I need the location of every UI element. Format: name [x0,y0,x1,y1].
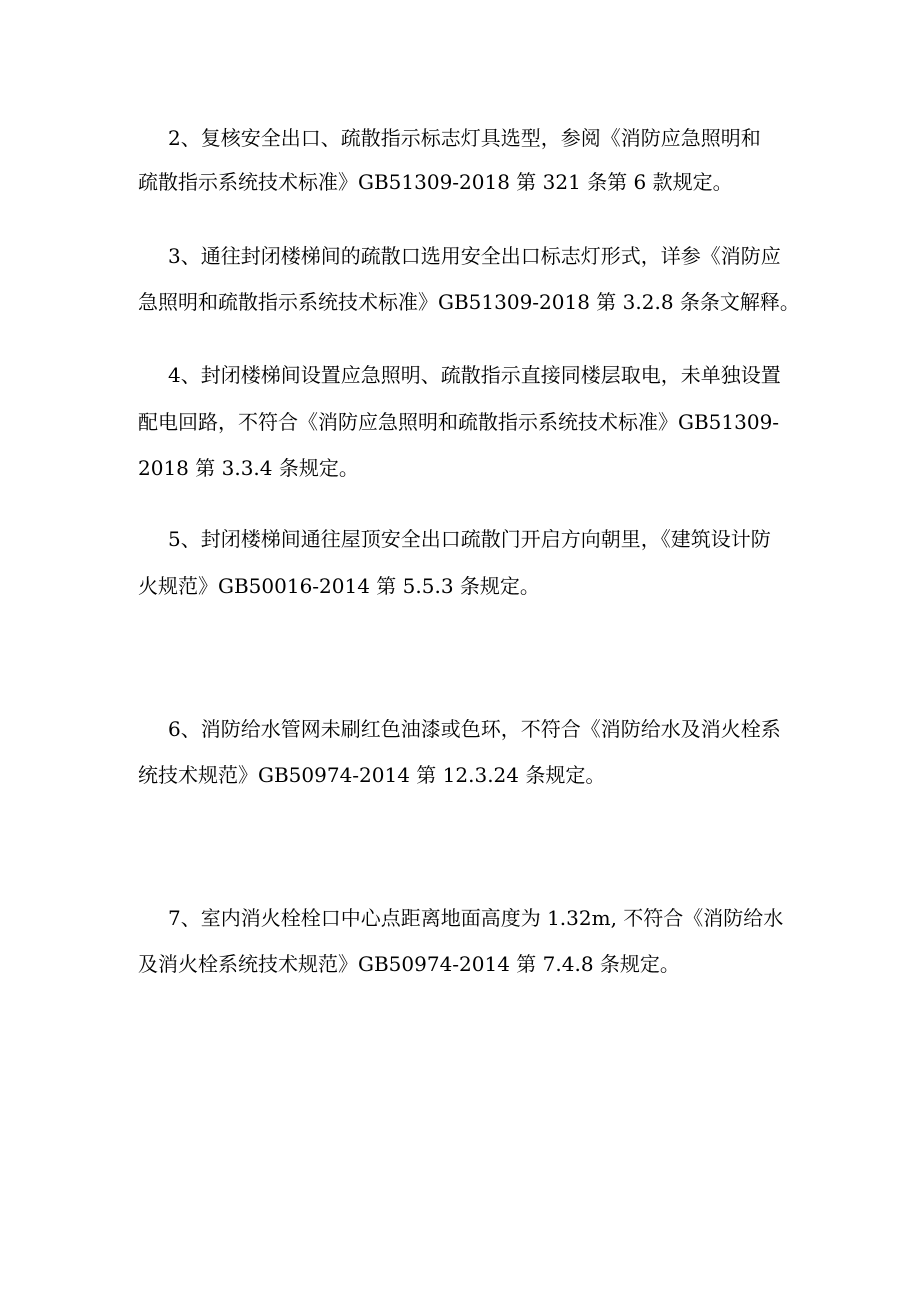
paragraph-7-line-1: 7、室内消火栓栓口中心点距离地面高度为 1.32m, 不符合《消防给水 [168,906,784,930]
paragraph-3-line-2: 急照明和疏散指示系统技术标准》GB51309-2018 第 3.2.8 条条文解释。 [138,290,800,314]
paragraph-7-line-2: 及消火栓系统技术规范》GB50974-2014 第 7.4.8 条规定。 [138,952,680,976]
paragraph-4-line-3: 2018 第 3.3.4 条规定。 [138,456,359,480]
paragraph-3-line-1: 3、通往封闭楼梯间的疏散口选用安全出口标志灯形式，详参《消防应 [168,244,781,268]
paragraph-4-line-1: 4、封闭楼梯间设置应急照明、疏散指示直接同楼层取电，未单独设置 [168,363,781,387]
paragraph-5-line-1: 5、封闭楼梯间通往屋顶安全出口疏散门开启方向朝里，《建筑设计防 [168,527,771,551]
paragraph-2-line-1: 2、复核安全出口、疏散指示标志灯具选型，参阅《消防应急照明和 [168,126,761,150]
paragraph-6-line-2: 统技术规范》GB50974-2014 第 12.3.24 条规定。 [138,763,606,787]
paragraph-5-line-2: 火规范》GB50016-2014 第 5.5.3 条规定。 [138,574,540,598]
paragraph-2-line-2: 疏散指示系统技术标准》GB51309-2018 第 321 条第 6 款规定。 [138,170,733,194]
paragraph-4-line-2: 配电回路，不符合《消防应急照明和疏散指示系统技术标准》GB51309- [138,410,780,434]
paragraph-6-line-1: 6、消防给水管网未刷红色油漆或色环，不符合《消防给水及消火栓系 [168,717,781,741]
